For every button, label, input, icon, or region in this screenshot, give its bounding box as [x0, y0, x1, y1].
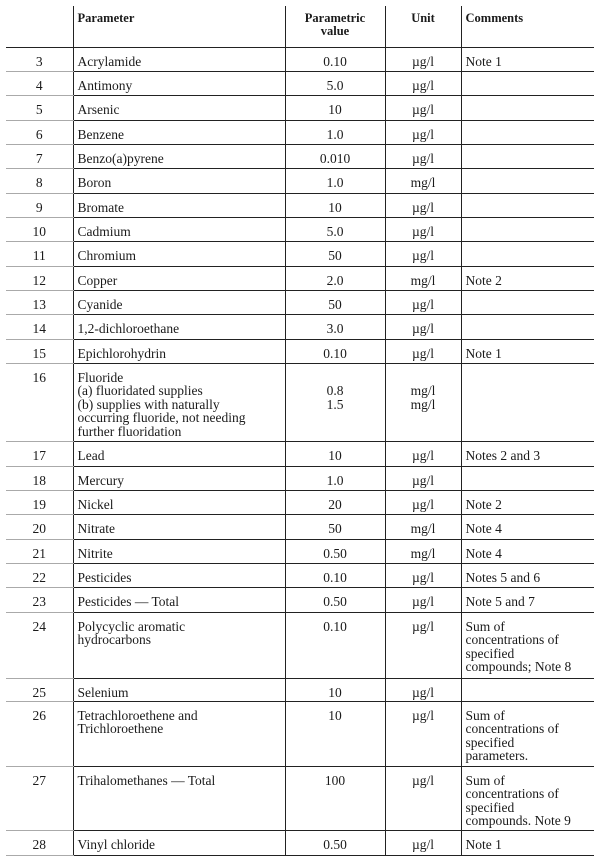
parameter-cell-line: (a) fluoridated supplies: [77, 383, 203, 399]
value-cell-line: 0.10: [323, 345, 347, 361]
comment-cell-line: concentrations of: [465, 721, 559, 737]
parameter-cell: [73, 539, 285, 563]
table-row: [6, 441, 594, 466]
unit-cell: [385, 612, 461, 678]
table-row: [6, 490, 594, 514]
unit-cell: [385, 95, 461, 120]
row-number-cell: 22: [6, 563, 73, 587]
value-cell: [285, 314, 385, 339]
value-cell: [285, 47, 385, 71]
comment-cell: [461, 314, 594, 339]
row-number-cell: 8: [6, 168, 73, 193]
table-row: [6, 766, 594, 830]
comment-cell: [461, 514, 594, 539]
comment-cell: [461, 466, 594, 490]
parameter-cell-line: Chromium: [77, 247, 137, 263]
unit-cell: [385, 339, 461, 363]
value-cell: [285, 539, 385, 563]
value-cell: [285, 120, 385, 144]
comment-cell-line: parameters.: [465, 748, 529, 764]
row-number-cell: 23: [6, 587, 73, 612]
value-cell-line: 20: [328, 496, 342, 512]
comment-cell-line: Note 1: [465, 53, 502, 69]
value-cell-line: 10: [328, 684, 342, 700]
table-row: [6, 193, 594, 217]
value-cell: [285, 830, 385, 855]
comment-cell: [461, 241, 594, 266]
value-cell-line: 10: [328, 707, 342, 723]
comment-cell: [461, 490, 594, 514]
comment-cell-line: Notes 5 and 6: [465, 569, 541, 585]
row-number-cell: 21: [6, 539, 73, 563]
header-parameter: Parameter: [73, 6, 285, 47]
parameter-cell: [73, 490, 285, 514]
row-number-cell: 7: [6, 144, 73, 168]
unit-cell: [385, 678, 461, 701]
comment-cell: [461, 830, 594, 855]
value-cell: [285, 363, 385, 441]
parameter-cell-line: Benzo(a)pyrene: [77, 150, 164, 166]
row-number-cell: 6: [6, 120, 73, 144]
parameter-cell: [73, 217, 285, 241]
value-cell: [285, 193, 385, 217]
unit-cell-line: µg/l: [411, 684, 435, 700]
unit-cell: [385, 539, 461, 563]
row-number-cell: 19: [6, 490, 73, 514]
comment-cell: [461, 168, 594, 193]
comment-cell-line: Note 5 and 7: [465, 593, 535, 609]
header-value-line2: value: [320, 24, 350, 38]
table-row: [6, 314, 594, 339]
comment-cell-line: Sum of: [465, 618, 505, 634]
comment-cell: [461, 441, 594, 466]
value-cell-line: 0.50: [323, 545, 347, 561]
parameter-cell-line: Boron: [77, 174, 112, 190]
unit-cell-line: [390, 371, 457, 385]
comment-cell: [461, 144, 594, 168]
parameter-cell-line: Cyanide: [77, 296, 123, 312]
row-number-cell: 12: [6, 266, 73, 290]
comment-cell-line: Notes 2 and 3: [465, 447, 541, 463]
unit-cell-line: µg/l: [411, 593, 435, 609]
row-number-cell: 26: [6, 701, 73, 766]
parameter-cell: [73, 168, 285, 193]
row-number-cell: 14: [6, 314, 73, 339]
row-number-cell: 28: [6, 830, 73, 855]
parameter-cell-line: Acrylamide: [77, 53, 142, 69]
value-cell: [285, 678, 385, 701]
table-row: [6, 563, 594, 587]
parameter-cell-line: Tetrachloroethene and: [77, 707, 198, 723]
unit-cell-line: mg/l: [410, 520, 436, 536]
parameter-cell: [73, 193, 285, 217]
comment-cell-line: Note 4: [465, 520, 502, 536]
comment-cell: [461, 120, 594, 144]
unit-cell-line: µg/l: [411, 320, 435, 336]
parameter-cell-line: Trichloroethene: [77, 721, 164, 737]
row-number-cell: 9: [6, 193, 73, 217]
value-cell: [285, 95, 385, 120]
row-number-cell: 10: [6, 217, 73, 241]
comment-cell-line: Note 1: [465, 836, 502, 852]
row-number-cell: 17: [6, 441, 73, 466]
comment-cell: [461, 193, 594, 217]
value-cell: [285, 587, 385, 612]
parameter-cell-line: Epichlorohydrin: [77, 345, 166, 361]
unit-cell-line: µg/l: [411, 77, 435, 93]
value-cell-line: 50: [328, 520, 342, 536]
unit-cell: [385, 314, 461, 339]
parameter-cell-line: Nickel: [77, 496, 114, 512]
comment-cell-line: compounds; Note 8: [465, 659, 572, 675]
parameter-cell: [73, 441, 285, 466]
row-number-cell: 13: [6, 290, 73, 314]
comment-cell: [461, 95, 594, 120]
row-number-cell: 18: [6, 466, 73, 490]
value-cell-line: 50: [328, 296, 342, 312]
parameter-cell: [73, 563, 285, 587]
parameter-cell: [73, 47, 285, 71]
parameter-cell-line: further fluoridation: [77, 423, 182, 439]
parameter-cell-line: Lead: [77, 447, 105, 463]
parameter-cell: [73, 314, 285, 339]
unit-cell: [385, 441, 461, 466]
parameter-cell-line: Pesticides: [77, 569, 132, 585]
unit-cell-line: µg/l: [411, 707, 435, 723]
unit-cell-line: µg/l: [411, 223, 435, 239]
value-cell-line: 100: [324, 772, 346, 788]
table-row: [6, 587, 594, 612]
unit-cell-line: µg/l: [411, 53, 435, 69]
unit-cell-line: µg/l: [411, 247, 435, 263]
parameter-cell: [73, 466, 285, 490]
comment-cell: [461, 539, 594, 563]
unit-cell: [385, 563, 461, 587]
comment-cell: [461, 266, 594, 290]
parameter-cell-line: Arsenic: [77, 101, 120, 117]
value-cell-line: 10: [328, 447, 342, 463]
unit-cell: [385, 830, 461, 855]
value-cell-line: 0.50: [323, 836, 347, 852]
parameter-cell-line: Bromate: [77, 199, 124, 215]
table-row: [6, 701, 594, 766]
table-row: [6, 678, 594, 701]
parameter-cell-line: Polycyclic aromatic: [77, 618, 186, 634]
comment-cell: [461, 612, 594, 678]
value-cell: [285, 339, 385, 363]
table-row: [6, 830, 594, 855]
value-cell-line: 10: [328, 199, 342, 215]
unit-cell-line: mg/l: [410, 383, 436, 399]
value-cell: [285, 217, 385, 241]
parameter-cell-line: Copper: [77, 272, 118, 288]
parameter-cell: [73, 678, 285, 701]
table-row: [6, 539, 594, 563]
parameter-cell: [73, 830, 285, 855]
table-row: [6, 120, 594, 144]
unit-cell-line: µg/l: [411, 772, 435, 788]
value-cell: [285, 168, 385, 193]
comment-cell-line: Note 1: [465, 345, 502, 361]
value-cell-line: 1.0: [326, 126, 344, 142]
parameter-cell-line: Benzene: [77, 126, 124, 142]
parameter-cell-line: Trihalomethanes — Total: [77, 772, 216, 788]
value-cell-line: 1.0: [326, 472, 344, 488]
parameter-cell: [73, 95, 285, 120]
unit-cell-line: µg/l: [411, 150, 435, 166]
unit-cell-line: mg/l: [410, 174, 436, 190]
comment-cell: [461, 217, 594, 241]
parameter-cell: [73, 339, 285, 363]
parameter-cell-line: Cadmium: [77, 223, 131, 239]
unit-cell-line: µg/l: [411, 126, 435, 142]
table-row: [6, 241, 594, 266]
table-row: [6, 266, 594, 290]
parameter-cell-line: Mercury: [77, 472, 124, 488]
unit-cell: [385, 466, 461, 490]
value-cell: [285, 144, 385, 168]
row-number-cell: 15: [6, 339, 73, 363]
parameter-cell: [73, 120, 285, 144]
value-cell: [285, 514, 385, 539]
parameter-cell-line: hydrocarbons: [77, 632, 151, 648]
comment-cell: [461, 678, 594, 701]
table-row: [6, 71, 594, 95]
row-number-cell: 16: [6, 363, 73, 441]
table-row: [6, 144, 594, 168]
comment-cell: [461, 47, 594, 71]
table-row: [6, 217, 594, 241]
unit-cell-line: µg/l: [411, 472, 435, 488]
parameter-cell: [73, 290, 285, 314]
header-comments: Comments: [461, 6, 594, 47]
unit-cell: [385, 71, 461, 95]
parameter-cell-line: Pesticides — Total: [77, 593, 180, 609]
table-row: [6, 95, 594, 120]
parameter-cell-line: Selenium: [77, 684, 129, 700]
comment-cell: [461, 290, 594, 314]
value-cell: [285, 266, 385, 290]
value-cell-line: 1.0: [326, 174, 344, 190]
value-cell: [285, 612, 385, 678]
parameter-cell-line: Nitrite: [77, 545, 113, 561]
unit-cell: [385, 363, 461, 441]
parameter-cell: [73, 363, 285, 441]
parameter-cell-line: (b) supplies with naturally: [77, 396, 220, 412]
unit-cell-line: µg/l: [411, 199, 435, 215]
row-number-cell: 5: [6, 95, 73, 120]
unit-cell: [385, 587, 461, 612]
value-cell-line: 0.010: [319, 150, 351, 166]
comment-cell-line: concentrations of: [465, 786, 559, 802]
header-number: [6, 6, 73, 47]
value-cell: [285, 241, 385, 266]
row-number-cell: 24: [6, 612, 73, 678]
value-cell-line: 2.0: [326, 272, 344, 288]
comment-cell-line: specified: [465, 645, 515, 661]
parameter-cell: [73, 144, 285, 168]
unit-cell: [385, 266, 461, 290]
table-row: [6, 47, 594, 71]
parameter-cell: [73, 71, 285, 95]
row-number-cell: 20: [6, 514, 73, 539]
comment-cell-line: Note 4: [465, 545, 502, 561]
row-number-cell: 11: [6, 241, 73, 266]
parameter-cell: [73, 766, 285, 830]
unit-cell: [385, 47, 461, 71]
unit-cell: [385, 490, 461, 514]
value-cell-line: 0.10: [323, 569, 347, 585]
value-cell-line: 50: [328, 247, 342, 263]
value-cell-line: 0.10: [323, 53, 347, 69]
comment-cell-line: Note 2: [465, 496, 502, 512]
row-number-cell: 25: [6, 678, 73, 701]
unit-cell-line: µg/l: [411, 618, 435, 634]
table-row: [6, 290, 594, 314]
unit-cell-line: µg/l: [411, 296, 435, 312]
value-cell-line: 10: [328, 101, 342, 117]
comment-cell: [461, 363, 594, 441]
comment-cell: [461, 701, 594, 766]
value-cell: [285, 71, 385, 95]
parameter-cell: [73, 587, 285, 612]
unit-cell: [385, 193, 461, 217]
unit-cell: [385, 217, 461, 241]
parameter-cell: [73, 241, 285, 266]
comment-cell-line: specified: [465, 734, 515, 750]
comment-cell-line: concentrations of: [465, 632, 559, 648]
parameter-cell-line: Fluoride: [77, 369, 124, 385]
unit-cell-line: mg/l: [410, 545, 436, 561]
unit-cell-line: mg/l: [410, 396, 436, 412]
parameter-cell: [73, 701, 285, 766]
row-number-cell: 4: [6, 71, 73, 95]
value-cell: [285, 441, 385, 466]
unit-cell: [385, 514, 461, 539]
value-cell: [285, 563, 385, 587]
value-cell-line: 1.5: [326, 396, 344, 412]
parameter-cell-line: 1,2-dichloroethane: [77, 320, 180, 336]
parameter-cell: [73, 514, 285, 539]
table-row: [6, 168, 594, 193]
comment-cell-line: compounds. Note 9: [465, 813, 571, 829]
value-cell-line: 3.0: [326, 320, 344, 336]
table-row: [6, 514, 594, 539]
table-row: [6, 466, 594, 490]
value-cell-line: 5.0: [326, 223, 344, 239]
unit-cell: [385, 144, 461, 168]
unit-cell-line: µg/l: [411, 101, 435, 117]
unit-cell-line: µg/l: [411, 345, 435, 361]
value-cell: [285, 290, 385, 314]
value-cell-line: [290, 371, 381, 385]
parameter-cell-line: Vinyl chloride: [77, 836, 156, 852]
unit-cell: [385, 290, 461, 314]
table-header-row: [6, 6, 594, 47]
value-cell-line: 0.50: [323, 593, 347, 609]
header-parametric-value: [285, 6, 385, 47]
comment-cell-line: Sum of: [465, 772, 505, 788]
header-value-line1: Parametric: [304, 11, 366, 25]
unit-cell-line: mg/l: [410, 272, 436, 288]
comment-cell: [461, 587, 594, 612]
comment-cell: [461, 71, 594, 95]
unit-cell-line: µg/l: [411, 569, 435, 585]
value-cell: [285, 466, 385, 490]
parameter-cell-line: Antimony: [77, 77, 133, 93]
parameters-table: [6, 6, 594, 856]
table-row: [6, 363, 594, 441]
unit-cell-line: µg/l: [411, 496, 435, 512]
value-cell: [285, 490, 385, 514]
parameter-cell: [73, 266, 285, 290]
parameter-cell-line: Nitrate: [77, 520, 115, 536]
parameter-cell-line: occurring fluoride, not needing: [77, 410, 246, 426]
row-number-cell: 27: [6, 766, 73, 830]
unit-cell-line: µg/l: [411, 836, 435, 852]
value-cell-line: 5.0: [326, 77, 344, 93]
header-unit: Unit: [385, 6, 461, 47]
comment-cell: [461, 766, 594, 830]
parameter-cell: [73, 612, 285, 678]
value-cell: [285, 701, 385, 766]
unit-cell: [385, 241, 461, 266]
table-row: [6, 612, 594, 678]
comment-cell: [461, 563, 594, 587]
unit-cell: [385, 168, 461, 193]
comment-cell: [461, 339, 594, 363]
unit-cell: [385, 701, 461, 766]
value-cell: [285, 766, 385, 830]
comment-cell-line: Note 2: [465, 272, 502, 288]
value-cell-line: 0.10: [323, 618, 347, 634]
unit-cell: [385, 120, 461, 144]
value-cell-line: 0.8: [326, 383, 344, 399]
unit-cell-line: µg/l: [411, 447, 435, 463]
comment-cell-line: Sum of: [465, 707, 505, 723]
table-body: [6, 47, 594, 855]
comment-cell-line: specified: [465, 799, 515, 815]
unit-cell: [385, 766, 461, 830]
table-row: [6, 339, 594, 363]
row-number-cell: 3: [6, 47, 73, 71]
